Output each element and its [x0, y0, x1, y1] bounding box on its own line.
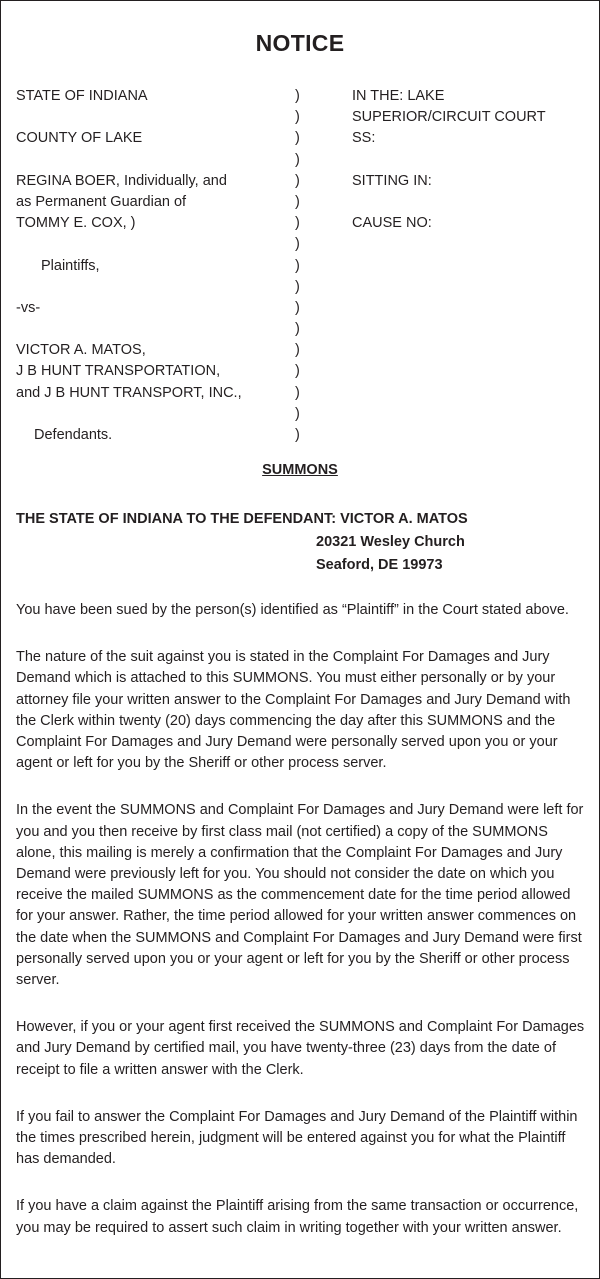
caption-state: STATE OF INDIANA — [16, 88, 148, 104]
defendant-line-1: VICTOR A. MATOS, — [16, 342, 146, 359]
sitting-in-label: SITTING IN: — [352, 172, 432, 189]
plaintiff-role-line: as Permanent Guardian of — [16, 193, 187, 210]
paragraph-fail-to-answer: If you fail to answer the Complaint For Damages and Jury Demand of the Plaintiff within the times prescribed herein, judgment will be entered against you for what the Plaintiff has demanded. — [16, 1108, 578, 1168]
notice-title: NOTICE — [255, 30, 345, 56]
caption-county: COUNTY OF LAKE — [16, 130, 143, 147]
versus-label: -vs- — [16, 299, 41, 316]
defendant-address-block — [16, 508, 586, 577]
paragraph-left-for-you: In the event the SUMMONS and Complaint For Damages and Jury Demand were left for you and you then receive by first class mail (not certified) a copy of the SUMMONS alone, this mailing is merely a confirmation that the Complaint For Damages and Jury Demand were previously left for you. You should not consider the date on which you receive the mailed SUMMONS as the commencement date for the time period allowed for your answer. Rather, the time period allowed for your written answer commences on the date when the SUMMONS and Complaint For Damages and Jury Demand were first personally served upon you or your agent or left for you by the Sheriff or other process server. — [16, 802, 584, 989]
court-name: IN THE: LAKE SUPERIOR/CIRCUIT COURT — [352, 88, 546, 126]
plaintiff-name-line: REGINA BOER, Individually, and — [16, 172, 227, 189]
paragraph-certified-mail: However, if you or your agent first received the SUMMONS and Complaint For Damages and Jury Demand by certified mail, you have twenty-three (23) days from the date of receipt to file a written answer with the Clerk. — [16, 1019, 585, 1078]
address-city: Seaford, DE 19973 — [316, 557, 443, 573]
caption-parties — [16, 86, 286, 446]
to-defendant-line: THE STATE OF INDIANA TO THE DEFENDANT: VICTOR A. MATOS — [16, 511, 468, 527]
ss-label: SS: — [352, 130, 376, 147]
defendants-label: Defendants. — [34, 427, 113, 443]
caption-court-info — [352, 86, 586, 234]
case-caption — [16, 86, 586, 451]
plaintiff-ward-line: TOMMY E. COX, ) — [16, 215, 136, 232]
paragraph-counterclaim: If you have a claim against the Plaintiff arising from the same transaction or occurrence, you may be required to assert such claim in writing together with your written answer. — [16, 1198, 579, 1236]
summons-heading: SUMMONS — [262, 462, 338, 478]
summons-body — [16, 600, 588, 1265]
address-street: 20321 Wesley Church — [316, 534, 465, 550]
cause-no-label: CAUSE NO: — [352, 215, 432, 232]
defendant-line-3: and J B HUNT TRANSPORT, INC., — [16, 384, 242, 401]
paragraph-nature: The nature of the suit against you is stated in the Complaint For Damages and Jury Demand which is attached to this SUMMONS. You must either personally or by your attorney file your written answer to the Complaint For Damages and Jury Demand with the Clerk within twenty (20) days commencing the day after this SUMMONS and the Complaint For Damages and Jury Demand were personally served upon you or your agent or left for you by the Sheriff or other process server. — [16, 649, 571, 772]
defendant-line-2: J B HUNT TRANSPORTATION, — [16, 363, 221, 380]
plaintiffs-label: Plaintiffs, — [41, 257, 100, 274]
paragraph-sued: You have been sued by the person(s) identified as “Plaintiff” in the Court stated above. — [16, 602, 569, 618]
caption-parentheses: ) ) ) ) ) ) ) ) ) ) ) ) ) ) ) ) ) — [295, 88, 300, 443]
